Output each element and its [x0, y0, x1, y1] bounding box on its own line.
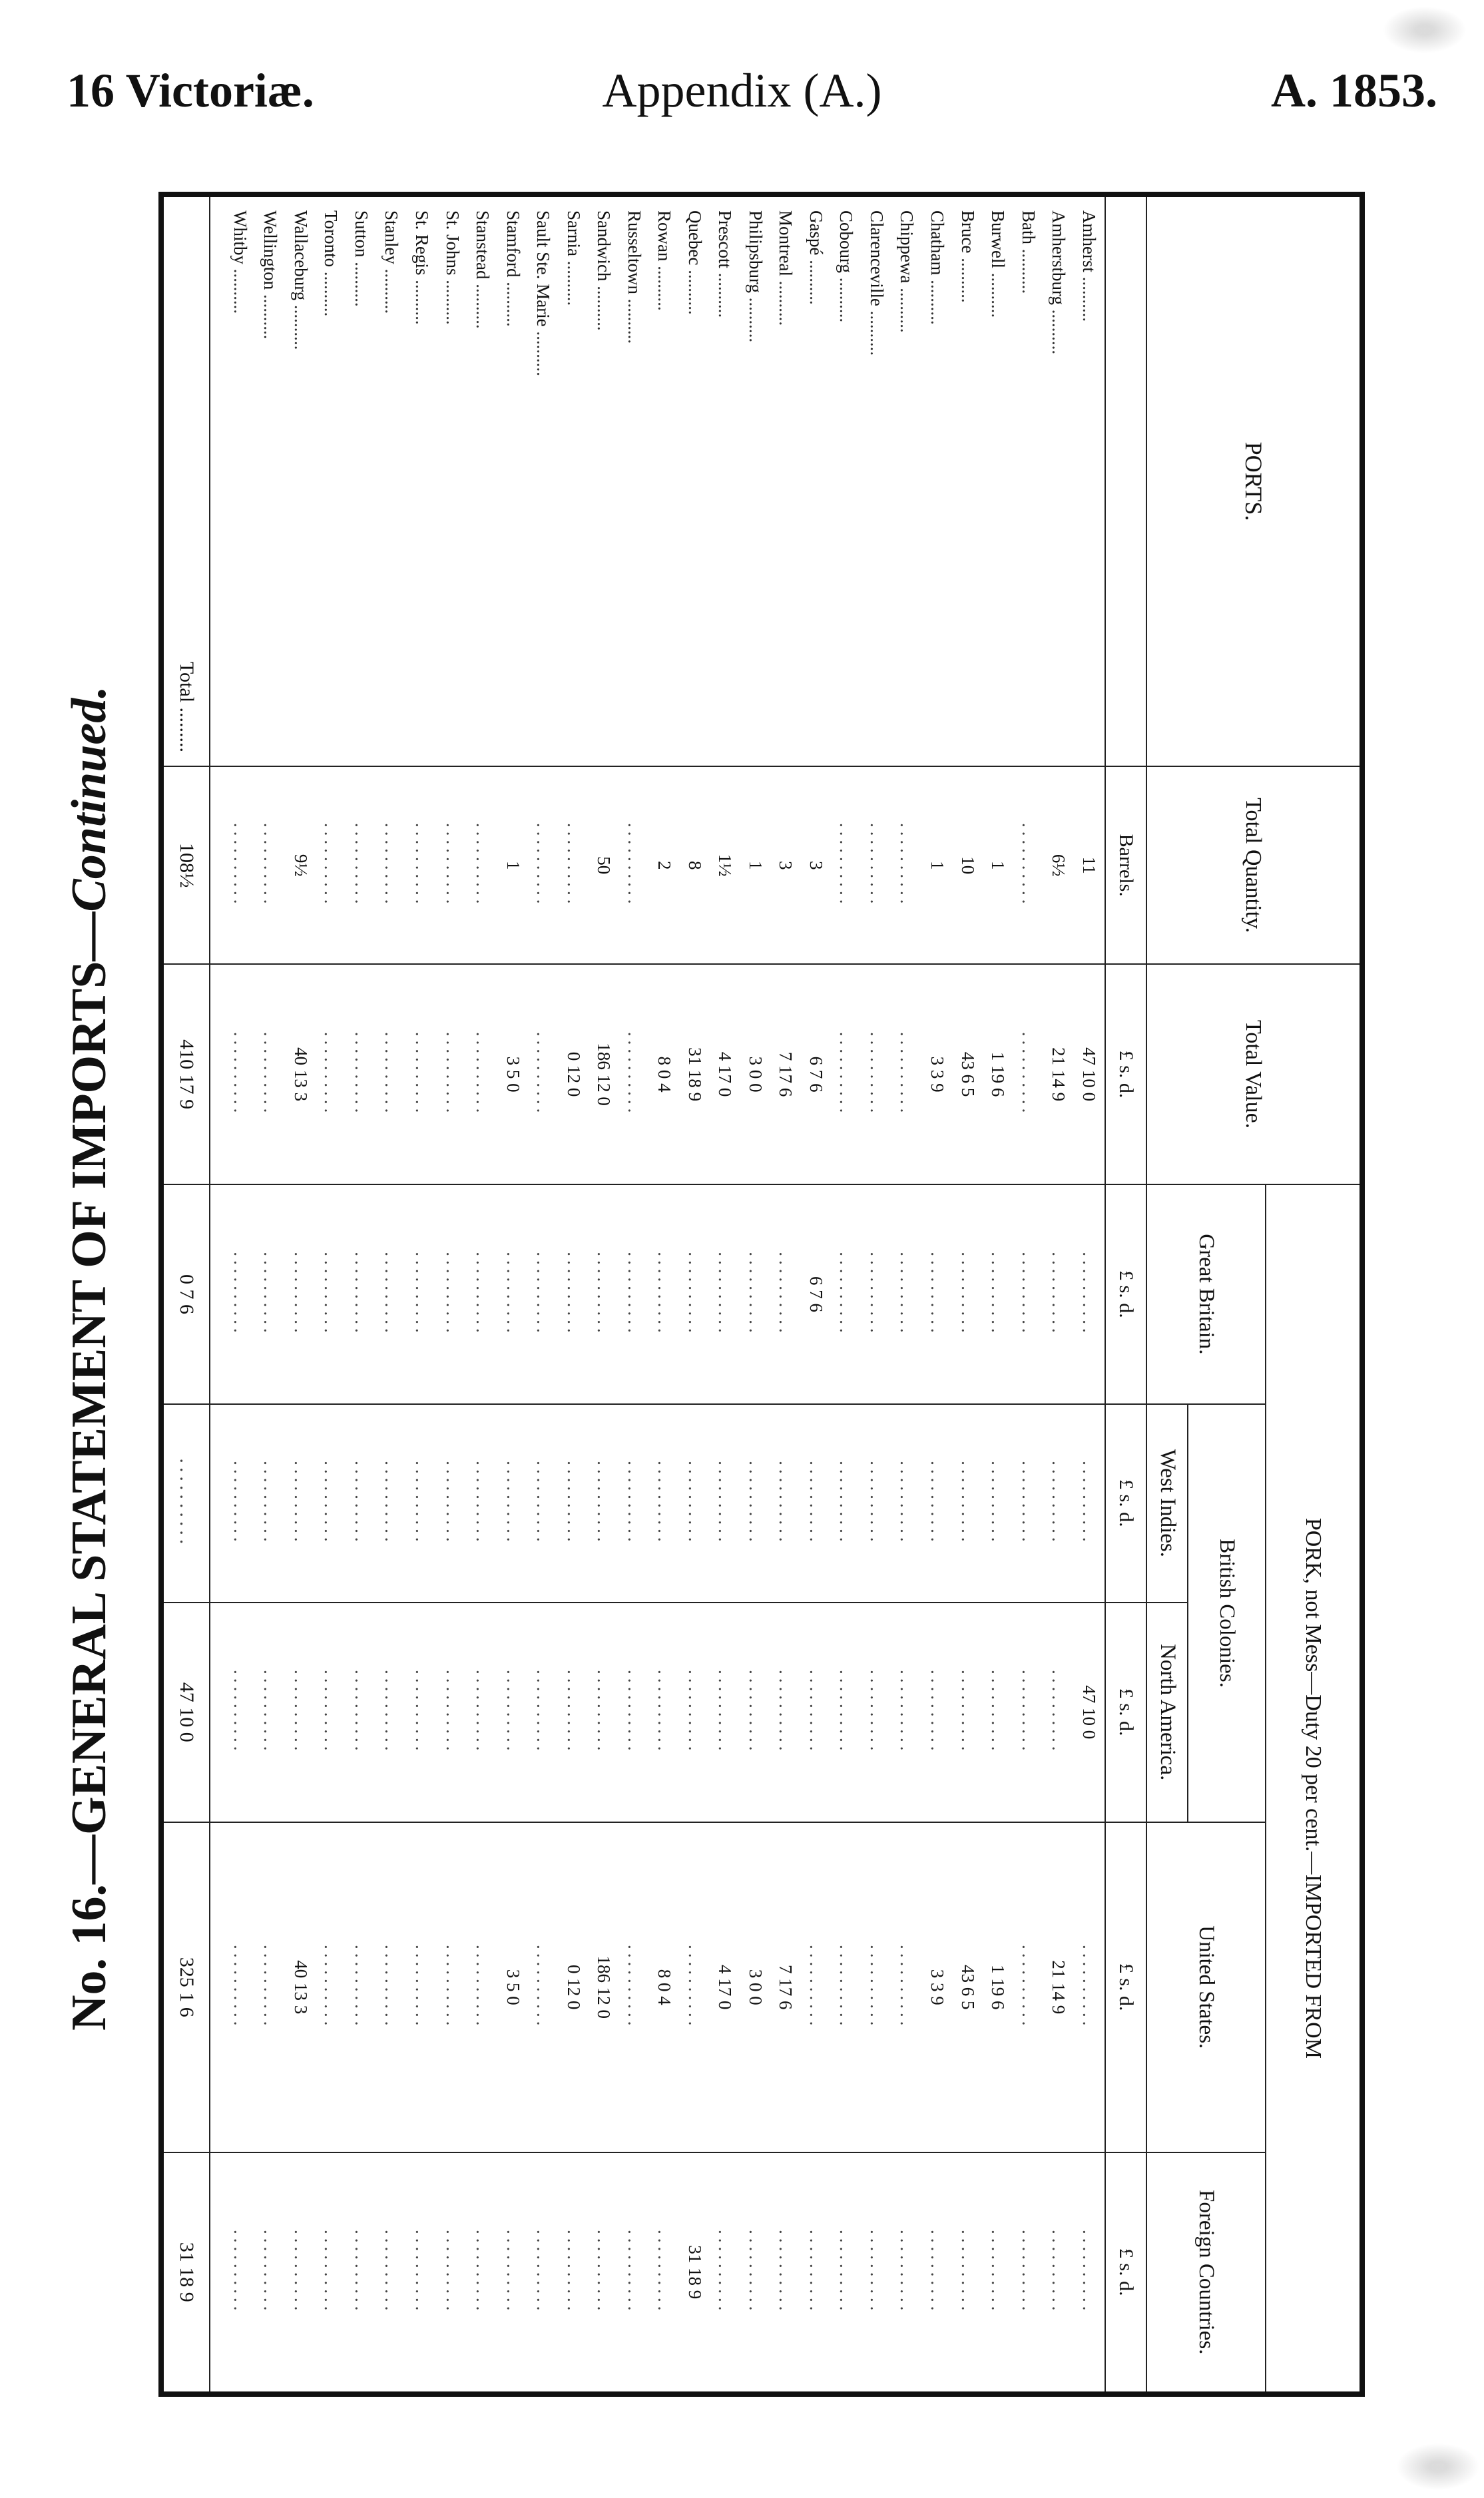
cell-na: .......... — [710, 1603, 741, 1822]
total-fc: 31 18 9 — [161, 2152, 210, 2394]
cell-qty: .......... — [467, 766, 498, 964]
cell-us: .......... — [1013, 1822, 1044, 2152]
table-row — [922, 194, 953, 2394]
cell-fc: .......... — [862, 2152, 892, 2394]
table-row — [589, 194, 619, 2394]
cell-us: .......... — [528, 1822, 559, 2152]
cell-us: .......... — [832, 1822, 862, 2152]
cell-qty: .......... — [256, 766, 286, 964]
cell-value: 0 12 0 — [559, 964, 589, 1184]
title-main: No. 16.—GENERAL STATEMENT OF IMPORTS— — [62, 911, 117, 2031]
cell-na: .......... — [832, 1603, 862, 1822]
cell-fc: .......... — [953, 2152, 983, 2394]
port-name: Amherst .......... — [1074, 194, 1105, 766]
cell-us: 3 5 0 — [498, 1822, 529, 2152]
table-row — [710, 194, 741, 2394]
cell-value: .......... — [377, 964, 407, 1184]
cell-gb: .......... — [740, 1184, 771, 1404]
total-quantity: 108½ — [161, 766, 210, 964]
cell-na: .......... — [286, 1603, 316, 1822]
cell-value: 47 10 0 — [1074, 964, 1105, 1184]
cell-gb: .......... — [771, 1184, 802, 1404]
cell-fc: .......... — [528, 2152, 559, 2394]
port-name: Wellington .......... — [256, 194, 286, 766]
cell-qty: 2 — [649, 766, 680, 964]
cell-value: 7 17 6 — [771, 964, 802, 1184]
cell-value: 3 5 0 — [498, 964, 529, 1184]
col-header-foreign: Foreign Countries. — [1146, 2152, 1266, 2394]
table-row — [1074, 194, 1105, 2394]
cell-qty: 1 — [498, 766, 529, 964]
imports-table — [158, 192, 1365, 2397]
cell-us: 3 3 9 — [922, 1822, 953, 2152]
unit-quantity: Barrels. — [1105, 766, 1146, 964]
cell-qty: 9½ — [286, 766, 316, 964]
cell-wi: .......... — [892, 1404, 923, 1602]
cell-gb: .......... — [346, 1184, 377, 1404]
col-header-west-indies: West Indies. — [1146, 1404, 1188, 1602]
cell-na: .......... — [316, 1603, 347, 1822]
cell-na: .......... — [225, 1603, 256, 1822]
port-name: Prescott .......... — [710, 194, 741, 766]
table-row — [498, 194, 529, 2394]
port-name: Gaspé .......... — [801, 194, 832, 766]
cell-na: .......... — [1013, 1603, 1044, 1822]
cell-wi: .......... — [771, 1404, 802, 1602]
cell-us: .......... — [437, 1822, 468, 2152]
port-name: Stanley .......... — [377, 194, 407, 766]
cell-wi: .......... — [377, 1404, 407, 1602]
cell-wi: .......... — [740, 1404, 771, 1602]
cell-us: .......... — [619, 1822, 650, 2152]
port-name: Stanstead .......... — [467, 194, 498, 766]
table-row — [680, 194, 710, 2394]
cell-wi: .......... — [801, 1404, 832, 1602]
cell-gb: .......... — [832, 1184, 862, 1404]
cell-gb: .......... — [498, 1184, 529, 1404]
cell-fc: .......... — [256, 2152, 286, 2394]
page-header-left: 16 Victoriæ. — [67, 64, 314, 117]
cell-qty: 3 — [801, 766, 832, 964]
cell-na: .......... — [983, 1603, 1013, 1822]
cell-na: .......... — [407, 1603, 437, 1822]
cell-na: .......... — [922, 1603, 953, 1822]
cell-wi: .......... — [589, 1404, 619, 1602]
port-name: Sault Ste. Marie .......... — [528, 194, 559, 766]
cell-qty: 6½ — [1043, 766, 1074, 964]
paper-speck-bottom — [1385, 2437, 1484, 2497]
cell-qty: 8 — [680, 766, 710, 964]
cell-gb: .......... — [619, 1184, 650, 1404]
cell-wi: .......... — [1013, 1404, 1044, 1602]
total-us: 325 1 6 — [161, 1822, 210, 2152]
cell-qty: 10 — [953, 766, 983, 964]
port-name: Clarenceville .......... — [862, 194, 892, 766]
table-row — [377, 194, 407, 2394]
cell-na: .......... — [346, 1603, 377, 1822]
port-name: Sutton .......... — [346, 194, 377, 766]
cell-value: .......... — [528, 964, 559, 1184]
table-row — [437, 194, 468, 2394]
cell-us: 8 0 4 — [649, 1822, 680, 2152]
total-gb: 0 7 6 — [161, 1184, 210, 1404]
cell-na: .......... — [619, 1603, 650, 1822]
total-label: Total ......... — [161, 194, 210, 766]
cell-gb: .......... — [953, 1184, 983, 1404]
cell-wi: .......... — [832, 1404, 862, 1602]
cell-value: 40 13 3 — [286, 964, 316, 1184]
table-row — [983, 194, 1013, 2394]
cell-gb: .......... — [862, 1184, 892, 1404]
cell-value: .......... — [437, 964, 468, 1184]
cell-wi: .......... — [1074, 1404, 1105, 1602]
table-row — [740, 194, 771, 2394]
cell-us: 7 17 6 — [771, 1822, 802, 2152]
port-name: Cobourg .......... — [832, 194, 862, 766]
unit-us: £ s. d. — [1105, 1822, 1146, 2152]
cell-gb: .......... — [589, 1184, 619, 1404]
cell-us: .......... — [407, 1822, 437, 2152]
cell-qty: .......... — [377, 766, 407, 964]
cell-wi: .......... — [225, 1404, 256, 1602]
cell-fc: .......... — [316, 2152, 347, 2394]
table-row — [256, 194, 286, 2394]
cell-gb: .......... — [377, 1184, 407, 1404]
cell-qty: .......... — [892, 766, 923, 964]
cell-us: .......... — [680, 1822, 710, 2152]
table-row — [892, 194, 923, 2394]
total-value: 410 17 9 — [161, 964, 210, 1184]
cell-fc: .......... — [407, 2152, 437, 2394]
cell-value: .......... — [619, 964, 650, 1184]
cell-gb: .......... — [922, 1184, 953, 1404]
table-row — [407, 194, 437, 2394]
col-header-total-quantity: Total Quantity. — [1146, 766, 1362, 964]
cell-value: 1 19 6 — [983, 964, 1013, 1184]
cell-qty: .......... — [437, 766, 468, 964]
cell-qty: .......... — [862, 766, 892, 964]
cell-na: .......... — [862, 1603, 892, 1822]
port-name: Quebec .......... — [680, 194, 710, 766]
col-header-united-states: United States. — [1146, 1822, 1266, 2152]
table-row — [225, 194, 256, 2394]
cell-fc: .......... — [225, 2152, 256, 2394]
cell-qty: .......... — [619, 766, 650, 964]
port-name: Montreal .......... — [771, 194, 802, 766]
cell-qty: .......... — [1013, 766, 1044, 964]
document-title — [61, 433, 118, 2031]
cell-fc: .......... — [832, 2152, 862, 2394]
cell-value: 4 17 0 — [710, 964, 741, 1184]
cell-wi: .......... — [1043, 1404, 1074, 1602]
cell-gb: .......... — [1043, 1184, 1074, 1404]
cell-gb: .......... — [225, 1184, 256, 1404]
cell-fc: .......... — [559, 2152, 589, 2394]
port-name: Bath .......... — [1013, 194, 1044, 766]
cell-gb: .......... — [983, 1184, 1013, 1404]
cell-wi: .......... — [619, 1404, 650, 1602]
cell-qty: .......... — [407, 766, 437, 964]
cell-na: .......... — [498, 1603, 529, 1822]
port-name: Sarnia .......... — [559, 194, 589, 766]
port-name: Chatham .......... — [922, 194, 953, 766]
table-row — [346, 194, 377, 2394]
table-row — [528, 194, 559, 2394]
cell-wi: .......... — [346, 1404, 377, 1602]
cell-value: .......... — [892, 964, 923, 1184]
cell-us: .......... — [467, 1822, 498, 2152]
cell-us: 21 14 9 — [1043, 1822, 1074, 2152]
cell-gb: .......... — [710, 1184, 741, 1404]
cell-na: .......... — [771, 1603, 802, 1822]
col-header-ports: PORTS. — [1146, 194, 1362, 766]
cell-wi: .......... — [528, 1404, 559, 1602]
port-name: St. Regis .......... — [407, 194, 437, 766]
cell-us: 3 0 0 — [740, 1822, 771, 2152]
port-name: Russeltown .......... — [619, 194, 650, 766]
cell-wi: .......... — [649, 1404, 680, 1602]
cell-fc: .......... — [437, 2152, 468, 2394]
cell-gb: .......... — [316, 1184, 347, 1404]
cell-value: .......... — [316, 964, 347, 1184]
cell-wi: .......... — [316, 1404, 347, 1602]
paper-speck-top — [1371, 0, 1478, 60]
cell-us: .......... — [256, 1822, 286, 2152]
port-name: Philipsburg .......... — [740, 194, 771, 766]
cell-wi: .......... — [467, 1404, 498, 1602]
cell-wi: .......... — [559, 1404, 589, 1602]
cell-qty: 50 — [589, 766, 619, 964]
cell-na: .......... — [740, 1603, 771, 1822]
cell-value: 3 3 9 — [922, 964, 953, 1184]
cell-gb: .......... — [407, 1184, 437, 1404]
cell-value: .......... — [346, 964, 377, 1184]
cell-qty: 1½ — [710, 766, 741, 964]
rotated-table-container — [158, 192, 1365, 2397]
cell-fc: .......... — [286, 2152, 316, 2394]
cell-qty: .......... — [559, 766, 589, 964]
cell-us: .......... — [346, 1822, 377, 2152]
cell-gb: .......... — [437, 1184, 468, 1404]
port-name: Stamford .......... — [498, 194, 529, 766]
cell-gb: 6 7 6 — [801, 1184, 832, 1404]
cell-value: 3 0 0 — [740, 964, 771, 1184]
cell-value: .......... — [256, 964, 286, 1184]
cell-value: 8 0 4 — [649, 964, 680, 1184]
col-header-british-colonies: British Colonies. — [1188, 1404, 1266, 1822]
port-name: Burwell .......... — [983, 194, 1013, 766]
cell-fc: .......... — [346, 2152, 377, 2394]
cell-qty: .......... — [528, 766, 559, 964]
cell-qty: .......... — [832, 766, 862, 964]
cell-na: .......... — [1043, 1603, 1074, 1822]
table-row — [467, 194, 498, 2394]
cell-us: .......... — [225, 1822, 256, 2152]
cell-na: .......... — [892, 1603, 923, 1822]
cell-gb: .......... — [256, 1184, 286, 1404]
cell-us: 1 19 6 — [983, 1822, 1013, 2152]
cell-wi: .......... — [862, 1404, 892, 1602]
cell-us: 0 12 0 — [559, 1822, 589, 2152]
cell-na: .......... — [528, 1603, 559, 1822]
cell-qty: 11 — [1074, 766, 1105, 964]
table-body — [225, 194, 1105, 2394]
cell-wi: .......... — [407, 1404, 437, 1602]
cell-fc: .......... — [649, 2152, 680, 2394]
col-header-group: PORK, not Mess—Duty 20 per cent.—IMPORTED FROM — [1266, 1184, 1362, 2394]
cell-wi: .......... — [256, 1404, 286, 1602]
port-name: Sandwich .......... — [589, 194, 619, 766]
cell-us: .......... — [316, 1822, 347, 2152]
cell-fc: .......... — [1043, 2152, 1074, 2394]
table-row — [316, 194, 347, 2394]
cell-qty: 1 — [983, 766, 1013, 964]
cell-na: .......... — [953, 1603, 983, 1822]
table-row — [1013, 194, 1044, 2394]
cell-wi: .......... — [983, 1404, 1013, 1602]
cell-us: .......... — [801, 1822, 832, 2152]
unit-wi: £ s. d. — [1105, 1404, 1146, 1602]
total-na: 47 10 0 — [161, 1603, 210, 1822]
unit-fc: £ s. d. — [1105, 2152, 1146, 2394]
cell-na: 47 10 0 — [1074, 1603, 1105, 1822]
cell-wi: .......... — [498, 1404, 529, 1602]
cell-value: .......... — [1013, 964, 1044, 1184]
cell-fc: .......... — [498, 2152, 529, 2394]
cell-na: .......... — [649, 1603, 680, 1822]
table-row — [771, 194, 802, 2394]
cell-gb: .......... — [1074, 1184, 1105, 1404]
table-row — [832, 194, 862, 2394]
unit-na: £ s. d. — [1105, 1603, 1146, 1822]
cell-us: .......... — [377, 1822, 407, 2152]
cell-na: .......... — [589, 1603, 619, 1822]
cell-value: 43 6 5 — [953, 964, 983, 1184]
port-name: Wallaceburg .......... — [286, 194, 316, 766]
page-header-right: A. 1853. — [1271, 64, 1437, 117]
cell-wi: .......... — [680, 1404, 710, 1602]
cell-wi: .......... — [286, 1404, 316, 1602]
title-emphasis: Continued. — [62, 686, 117, 912]
cell-value: 21 14 9 — [1043, 964, 1074, 1184]
port-name: Amherstburg .......... — [1043, 194, 1074, 766]
cell-us: 40 13 3 — [286, 1822, 316, 2152]
cell-value: .......... — [225, 964, 256, 1184]
table-row — [286, 194, 316, 2394]
col-header-total-value: Total Value. — [1146, 964, 1362, 1184]
cell-us: .......... — [892, 1822, 923, 2152]
cell-gb: .......... — [559, 1184, 589, 1404]
cell-us: 43 6 5 — [953, 1822, 983, 2152]
total-wi: .......... — [161, 1404, 210, 1602]
page-header-center: Appendix (A.) — [602, 64, 882, 117]
cell-gb: .......... — [649, 1184, 680, 1404]
cell-value: 186 12 0 — [589, 964, 619, 1184]
table-row — [953, 194, 983, 2394]
cell-na: .......... — [437, 1603, 468, 1822]
cell-gb: .......... — [528, 1184, 559, 1404]
table-row — [1043, 194, 1074, 2394]
cell-fc: .......... — [801, 2152, 832, 2394]
table-row — [619, 194, 650, 2394]
cell-fc: .......... — [619, 2152, 650, 2394]
cell-fc: .......... — [1013, 2152, 1044, 2394]
cell-fc: .......... — [710, 2152, 741, 2394]
port-name: Rowan .......... — [649, 194, 680, 766]
cell-na: .......... — [801, 1603, 832, 1822]
cell-us: 186 12 0 — [589, 1822, 619, 2152]
cell-qty: .......... — [346, 766, 377, 964]
unit-ports — [1105, 194, 1146, 766]
col-header-great-britain: Great Britain. — [1146, 1184, 1266, 1404]
cell-fc: .......... — [1074, 2152, 1105, 2394]
cell-qty: .......... — [225, 766, 256, 964]
cell-gb: .......... — [680, 1184, 710, 1404]
cell-fc: .......... — [467, 2152, 498, 2394]
total-row — [161, 194, 210, 2394]
cell-value: .......... — [832, 964, 862, 1184]
cell-wi: .......... — [922, 1404, 953, 1602]
cell-fc: .......... — [922, 2152, 953, 2394]
cell-na: .......... — [680, 1603, 710, 1822]
cell-us: 4 17 0 — [710, 1822, 741, 2152]
cell-value: .......... — [407, 964, 437, 1184]
cell-fc: .......... — [740, 2152, 771, 2394]
cell-fc: .......... — [771, 2152, 802, 2394]
cell-fc: 31 18 9 — [680, 2152, 710, 2394]
cell-qty: 1 — [740, 766, 771, 964]
cell-fc: .......... — [892, 2152, 923, 2394]
cell-gb: .......... — [892, 1184, 923, 1404]
cell-wi: .......... — [437, 1404, 468, 1602]
cell-na: .......... — [256, 1603, 286, 1822]
cell-us: .......... — [862, 1822, 892, 2152]
table-row — [862, 194, 892, 2394]
unit-value: £ s. d. — [1105, 964, 1146, 1184]
cell-gb: .......... — [286, 1184, 316, 1404]
cell-us: .......... — [1074, 1822, 1105, 2152]
cell-fc: .......... — [983, 2152, 1013, 2394]
port-name: Whitby .......... — [225, 194, 256, 766]
cell-value: .......... — [862, 964, 892, 1184]
unit-gb: £ s. d. — [1105, 1184, 1146, 1404]
cell-wi: .......... — [953, 1404, 983, 1602]
cell-value: 31 18 9 — [680, 964, 710, 1184]
cell-fc: .......... — [377, 2152, 407, 2394]
cell-fc: .......... — [589, 2152, 619, 2394]
port-name: Bruce .......... — [953, 194, 983, 766]
cell-wi: .......... — [710, 1404, 741, 1602]
cell-gb: .......... — [467, 1184, 498, 1404]
cell-qty: 1 — [922, 766, 953, 964]
cell-na: .......... — [377, 1603, 407, 1822]
table-row — [649, 194, 680, 2394]
table-row — [559, 194, 589, 2394]
cell-qty: 3 — [771, 766, 802, 964]
cell-value: 6 7 6 — [801, 964, 832, 1184]
port-name: Chippewa .......... — [892, 194, 923, 766]
port-name: St. Johns .......... — [437, 194, 468, 766]
cell-qty: .......... — [316, 766, 347, 964]
table-row — [801, 194, 832, 2394]
cell-value: .......... — [467, 964, 498, 1184]
col-header-north-america: North America. — [1146, 1603, 1188, 1822]
port-name: Toronto .......... — [316, 194, 347, 766]
cell-na: .......... — [467, 1603, 498, 1822]
cell-na: .......... — [559, 1603, 589, 1822]
cell-gb: .......... — [1013, 1184, 1044, 1404]
